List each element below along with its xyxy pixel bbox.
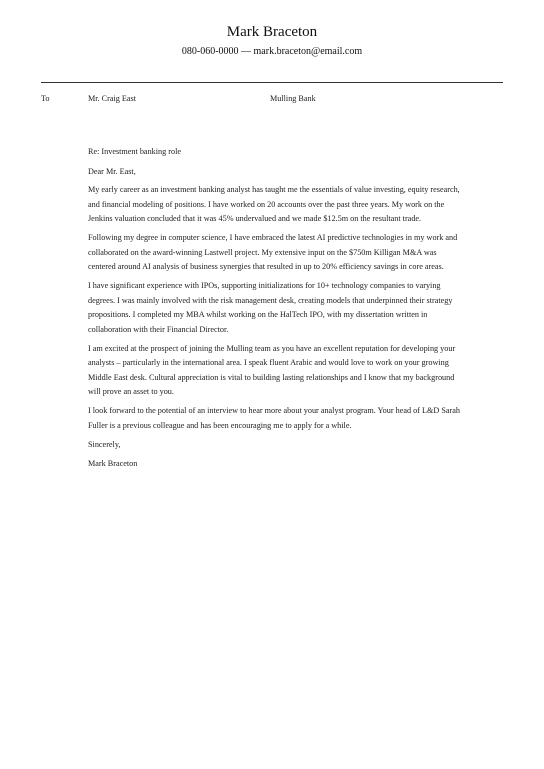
body-paragraph: I look forward to the potential of an interview to hear more about your analyst program. Your head of L&D Sarah Fuller is a previous colleague and has been encouraging me to apply for a while. xyxy=(88,406,460,430)
body-paragraph: I am excited at the prospect of joining the Mulling team as you have an excellent reputation for developing your analysts – particularly in the international area. I speak fluent Arabic and would love to work on your growing Middle East desk. Cultural appreciation is vital to building lasting relationships and I know that my background will prove an asset to you. xyxy=(88,343,456,396)
contact-line: 080-060-0000 — mark.braceton@email.com xyxy=(181,46,363,57)
body-paragraph: My early career as an investment banking analyst has taught me the essentials of value investing, equity research, and financial modeling of positions. I have worked on 20 accounts over the past three years. My work on the Jenkins valuation concluded that it was 45% undervalued and we made $12.5m on the resultant trade. xyxy=(88,185,460,223)
to-label: To xyxy=(41,94,50,103)
closing: Sincerely, xyxy=(88,439,121,449)
header-divider xyxy=(41,82,503,83)
greeting: Dear Mr. East, xyxy=(88,166,136,176)
signature: Mark Braceton xyxy=(88,459,138,468)
recipient-company: Mulling Bank xyxy=(270,94,316,103)
body-paragraph: Following my degree in computer science, I have embraced the latest AI predictive technologies in my work and collaborated on the award-winning Lastwell project. My extensive input on the $750m Killigan M&A was centered around AI analysis of business synergies that resulted in up to 20% efficiency savings in core areas. xyxy=(88,233,458,271)
subject-line: Re: Investment banking role xyxy=(88,147,181,156)
applicant-name: Mark Braceton xyxy=(226,24,318,40)
letter-body xyxy=(88,145,462,472)
body-paragraph: I have significant experience with IPOs, supporting initializations for 10+ technology companies to varying degrees. I was mainly involved with the risk management desk, creating models that underpinned their strategy propositions. I completed my MBA whilst working on the HalTech IPO, with my dissertation written in collaboration with their Financial Director. xyxy=(88,281,453,334)
recipient-name: Mr. Craig East xyxy=(88,94,136,103)
